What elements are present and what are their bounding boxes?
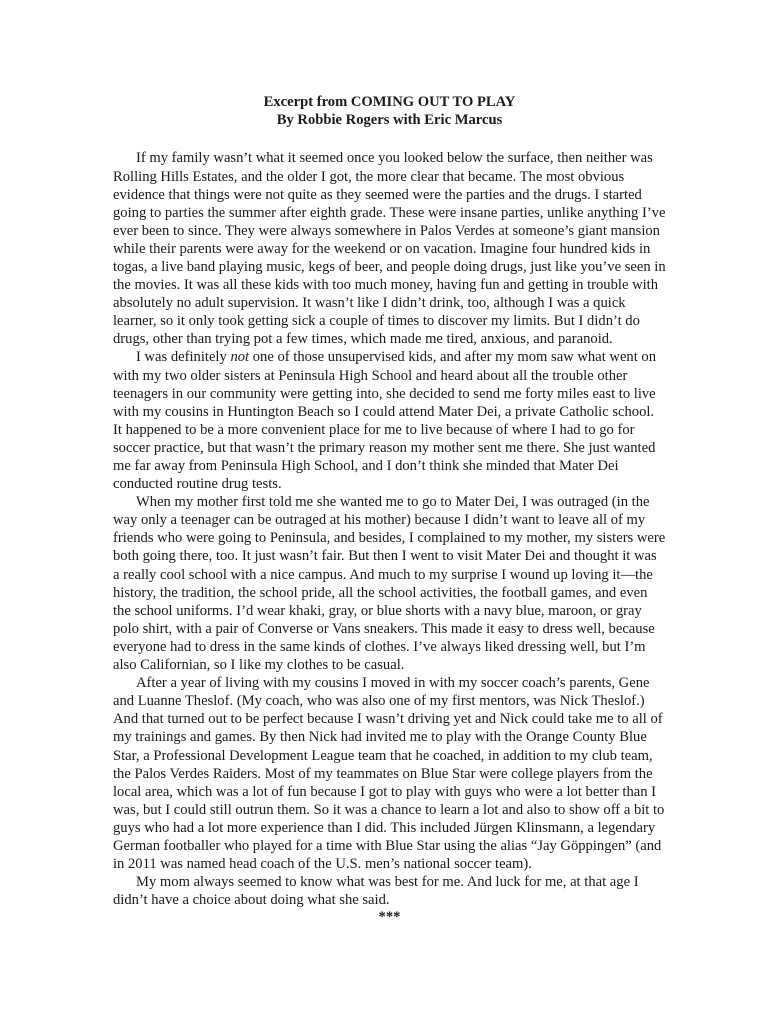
paragraph-2-emphasis: not (230, 349, 250, 366)
document-page (113, 93, 666, 925)
document-title (113, 93, 666, 129)
paragraph-4: After a year of living with my cousins I moved in with my soccer coach’s parents, Gene and Luanne Theslof. (My coach, who was also one of my first mentors, was Nick Theslof.) And that turned out to be perfect because I wasn’t driving yet and Nick could take me to all of my trainings and games. By then Nick had invited me to play with the Orange County Blue Star, a Professional Development League team that he coached, in addition to my club team, the Palos Verdes Raiders. Most of my teammates on Blue Star were college players from the local area, which was a lot of fun because I got to play with guys who were a lot better than I was, but I could still outrun them. So it was a chance to learn a lot and also to show off a bit to guys who had a lot more experience than I did. This included Jürgen Klinsmann, a legendary German footballer who played for a time with Blue Star using the alias “Jay Göppingen” (and in 2011 was named head coach of the U.S. men’s national soccer team). (113, 675, 665, 873)
paragraph-2 (113, 348, 666, 493)
paragraph-2-after: one of those unsupervised kids, and after my mom saw what went on with my two older sisters at Peninsula High School and heard about all the trouble other teenagers in our community were getting into, she decided to send me forty miles east to live with my cousins in Huntington Beach so I could attend Mater Dei, a private Catholic school. It happened to be a more convenient place for me to live because of where I had to go for soccer practice, but that wasn’t the primary reason my mother sent me there. She just wanted me far away from Peninsula High School, and I don’t think she minded that Mater Dei conducted routine drug tests. (113, 349, 657, 493)
document-body (113, 149, 666, 925)
section-separator: *** (378, 909, 401, 926)
paragraph-2-before: I was definitely (136, 349, 231, 366)
title-line-1: Excerpt from COMING OUT TO PLAY (263, 94, 516, 110)
paragraph-1: If my family wasn’t what it seemed once you looked below the surface, then neither was Rolling Hills Estates, and the older I got, the more clear that became. The most obvious evidence that things were not quite as they seemed were the parties and the drugs. I started going to parties the summer after eighth grade. These were insane parties, unlike anything I’ve ever been to since. They were always somewhere in Palos Verdes at someone’s giant mansion while their parents were away for the weekend or on vacation. Imagine four hundred kids in togas, a live band playing music, kegs of beer, and people doing drugs, just like you’ve seen in the movies. It was all these kids with too much money, having fun and getting in trouble with absolutely no adult supervision. It wasn’t like I didn’t drink, too, although I was a quick learner, so it only took getting sick a couple of times to discover my limits. But I didn’t do drugs, other than trying pot a few times, which made me tired, anxious, and paranoid. (113, 150, 666, 348)
paragraph-3: When my mother first told me she wanted me to go to Mater Dei, I was outraged (in the way only a teenager can be outraged at his mother) because I didn’t want to leave all of my friends who were going to Peninsula, and besides, I complained to my mother, my sisters were both going there, too. It just wasn’t fair. But then I went to visit Mater Dei and thought it was a really cool school with a nice campus. And much to my surprise I wound up loving it—the history, the tradition, the school pride, all the school activities, the football games, and even the school uniforms. I’d wear khaki, gray, or blue shorts with a navy blue, maroon, or gray polo shirt, with a pair of Converse or Vans sneakers. This made it easy to dress well, because everyone had to dress in the same kinds of clothes. I’ve always liked dressing well, but I’m also Californian, so I like my clothes to be casual. (113, 494, 666, 674)
paragraph-5: My mom always seemed to know what was best for me. And luck for me, at that age I didn’t have a choice about doing what she said. (113, 874, 639, 909)
title-line-2: By Robbie Rogers with Eric Marcus (276, 112, 503, 129)
